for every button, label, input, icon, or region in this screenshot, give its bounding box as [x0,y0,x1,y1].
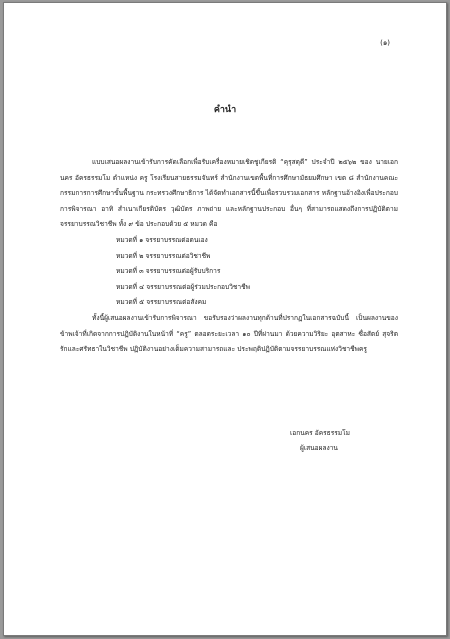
list-item: หมวดที่ ๔ จรรยาบรรณต่อผู้ร่วมประกอบวิชาชีพ [116,282,250,291]
signature-block [290,426,350,456]
page-number: (๑) [380,39,390,47]
list-item: หมวดที่ ๕ จรรยาบรรณต่อสังคม [116,298,207,307]
certification-paragraph: ทั้งนี้ผู้เสนอผลงานเข้ารับการพิจารณา ขอรับรองว่าผลงานทุกด้านที่ปรากฏในเอกสารฉบับนี้ เป็นผลงานของข้าพเจ้าที่เกิดจากการปฏิบัติงานในหน้าที่ “ครู” ตลอดระยะเวลา ๑๐ ปีที่ผ่านมา ด้วยความวิริยะ อุตสาหะ ซื่อสัตย์ สุจริต รักและศรัทธาในวิชาชีพ ปฏิบัติงานอย่างเต็มความสามารถและ ประพฤติปฏิบัติตามจรรยาบรรณแห่งวิชาชีพครู [60,313,398,354]
document-page [3,2,447,636]
list-item: หมวดที่ ๑ จรรยาบรรณต่อตนเอง [116,235,208,244]
page-title: คำนำ [213,105,237,115]
signer-name: เอกนคร อัครธรรมโม [290,429,351,437]
signer-role: ผู้เสนอผลงาน [300,444,338,452]
list-item: หมวดที่ ๓ จรรยาบรรณต่อผู้รับบริการ [116,267,221,276]
intro-paragraph: แบบเสนอผลงานเข้ารับการคัดเลือกเพื่อรับเครื่องหมายเชิดชูเกียรติ “คุรุสดุดี” ประจำปี ๒๕๖๒ ของ นายเอกนคร อัครธรรมโม ตำแหน่ง ครู โรงเรียนสายธรรมจันทร์ สำนักงานเขตพื้นที่การศึกษามัธยมศึกษา เขต ๘ สำนักงานคณะกรรมการการศึกษาขั้นพื้นฐาน กระทรวงศึกษาธิการ ได้จัดทำเอกสารนี้ขึ้นเพื่อรวบรวมเอกสาร หลักฐานอ้างอิงเพื่อประกอบการพิจารณา อาทิ สำเนาเกียรติบัตร วุฒิบัตร ภาพถ่าย และหลักฐานประกอบ อื่นๆ ที่สามารถแสดงถึงการปฏิบัติตามจรรยาบรรณวิชาชีพ ทั้ง ๙ ข้อ ประกอบด้วย ๕ หมวด คือ [60,158,398,229]
list-item: หมวดที่ ๒ จรรยาบรรณต่อวิชาชีพ [116,251,211,260]
document-body [60,155,398,358]
category-list [60,233,398,311]
